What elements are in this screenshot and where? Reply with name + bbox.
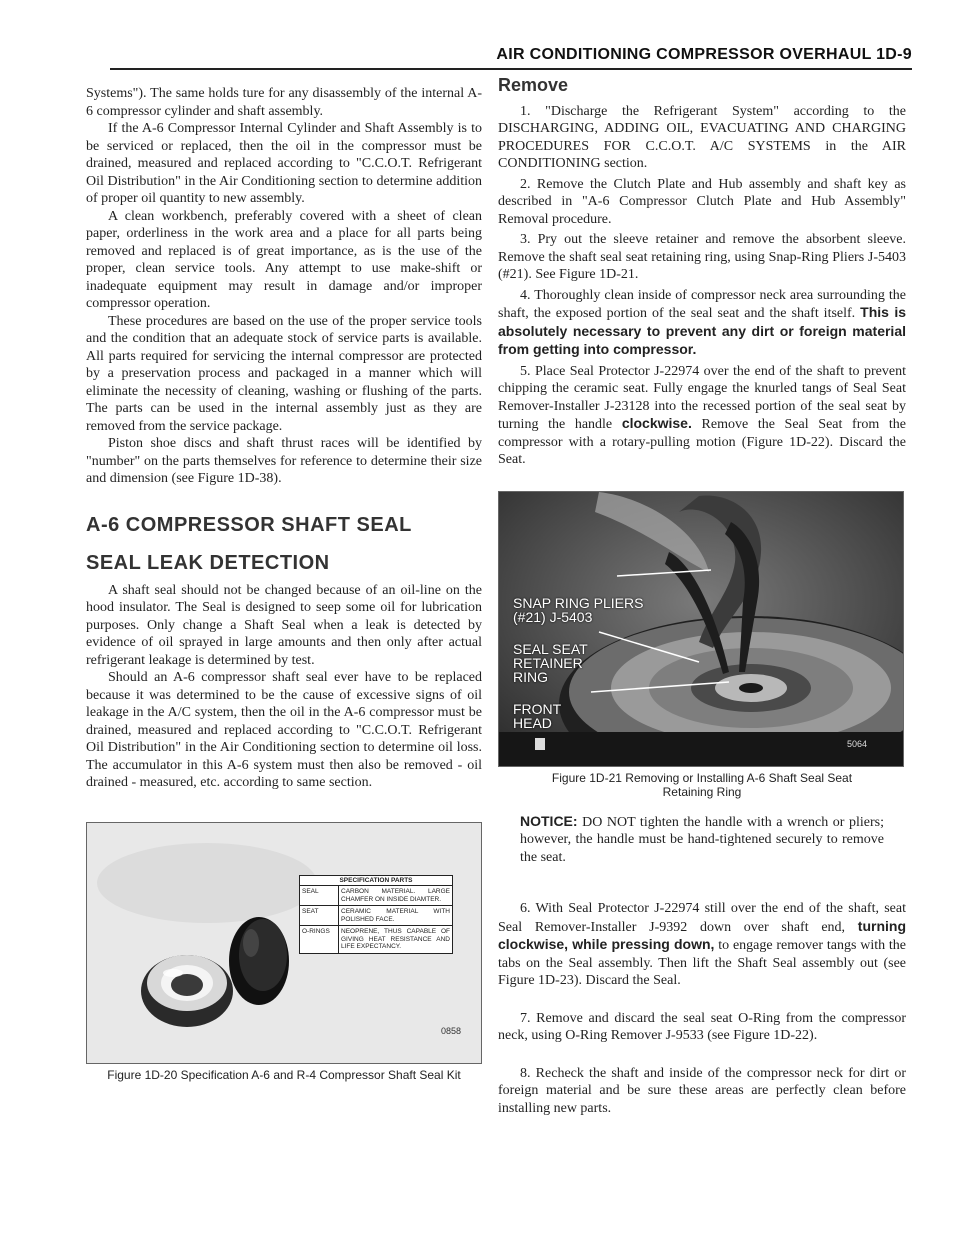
label-line: RETAINER [513,654,583,671]
step: 1. "Discharge the Refrigerant System" according to the DISCHARGING, ADDING OIL, EVACUATING AND CHARGING PROCEDURES FOR C.C.O.T. A/C SYSTEMS in the AIR CONDITIONING section. [498,103,906,171]
paragraph: A shaft seal should not be changed because of an oil-line on the hood insulator. The Seal is designed to seep some oil for lubrication purposes. Only change a Shaft Seal when a leak is detected by evidence of oil sprayed in large amounts and then only after actual refrigerant leakage is determined by test. [86,582,482,668]
step: 2. Remove the Clutch Plate and Hub assembly and shaft key as described in "A-6 Compressor Clutch Plate and Hub Assembly" Removal procedure. [498,176,906,227]
caption-line: Figure 1D-21 Removing or Installing A-6 Shaft Seal Seat [551,770,853,785]
paragraph: Piston shoe discs and shaft thrust races will be identified by "number" on the parts themselves for reference to determine their size and dimension (see Figure 1D-38). [86,436,482,486]
label-snap-ring-pliers [513,596,643,624]
emphasis-text: clockwise. [621,415,692,431]
emphasis-text: This is absolutely necessary to prevent any dirt or foreign material from getting into compressor. [498,304,906,357]
step: 8. Recheck the shaft and inside of the compressor neck for dirt or foreign material and be sure these areas are perfectly clean before installing new parts. [498,1065,906,1116]
figure-seal-kit [86,822,482,1064]
table-title: SPECIFICATION PARTS [300,876,452,887]
label-front-head [513,702,561,730]
emphasis-text: turning clockwise, while pressing down, [498,917,907,952]
row-label: SEAT [300,906,339,925]
step-text: to engage remover tangs with the tabs on the Seal assembly. Then lift the Shaft Seal assembly out (see Figure 1D-23). Discard the Seal. [498,938,907,988]
left-column [86,85,482,1082]
step-text: 6. With Seal Protector J-22974 still over the end of the shaft, seat Seal Remover-Installer J-9392 down over shaft end, [498,901,906,935]
row-label: O-RINGS [300,926,339,953]
page-header [90,44,912,68]
subsection-heading: SEAL LEAK DETECTION [86,551,330,574]
paragraph: These procedures are based on the use of the proper service tools and the condition that an adequate stock of service parts is available. All parts required for servicing the internal compressor are protected by a preservation process and packaged in a manner which will eliminate the necessity of cleaning, washing or flushing of the parts. The parts can be used in the internal assembly just as they are removed from the service package. [86,313,482,434]
figure-number: 0858 [440,1026,461,1036]
paragraph: A clean workbench, preferably covered with a sheet of clean paper, orderliness in the work area and a place for all parts being removed and replaced is of great importance, as is the use of the proper, clean service tools. Any attempt to use make-shift or inadequate equipment may result in damage and/or improper compressor operation. [86,208,482,311]
table-row [300,886,452,906]
step [498,287,906,360]
notice [520,813,884,867]
row-description: NEOPRENE, THUS CAPABLE OF GIVING HEAT RESISTANCE AND LIFE EXPECTANCY. [341,928,450,950]
figure-number: 5064 [846,739,867,749]
step [498,900,906,990]
label-line: (#21) J-5403 [513,608,593,625]
label-line: SEAL SEAT [513,640,588,657]
label-line: SNAP RING PLIERS [513,594,644,611]
label-line: RING [513,668,548,685]
row-description: CARBON MATERIAL. LARGE CHAMFER ON INSIDE DIAMTER. [341,888,450,903]
section-heading: Remove [498,75,569,95]
section-heading: A-6 COMPRESSOR SHAFT SEAL [86,513,412,536]
table-row [300,926,452,953]
row-label: SEAL [300,886,339,905]
right-column [498,75,907,1117]
figure-caption [498,771,906,799]
notice-text: DO NOT tighten the handle with a wrench or pliers; however, the handle must be hand-tightened securely to remove the seat. [520,814,884,865]
step-text: 4. Thoroughly clean inside of compressor neck area surrounding the shaft, the exposed portion of the seal seat and the shaft itself. [498,287,906,321]
figure-caption: Figure 1D-20 Specification A-6 and R-4 Compressor Shaft Seal Kit [107,1067,461,1082]
table-row [300,906,452,926]
label-line: FRONT [513,700,562,717]
label-seal-seat-retainer-ring [513,642,588,684]
paragraph: Systems"). The same holds ture for any disassembly of the internal A-6 compressor cylinder and shaft assembly. [86,86,482,119]
notice-label: NOTICE: [520,812,578,829]
paragraph: Should an A-6 compressor shaft seal ever have to be replaced because it was determined to be the cause of excessive signs of oil leakage in the A/C system, then the oil in the A-6 compressor must be drained, measured and replaced according to "C.C.O.T. Refrigerant Oil Distribution" in the Air Conditioning section to determine oil loss. The accumulator in this A-6 system must then also be removed - oil drained - measured, etc. according to same section. [86,670,482,790]
figure-snap-ring [498,491,904,767]
step [498,363,906,469]
page-title: AIR CONDITIONING COMPRESSOR OVERHAUL 1D-9 [496,46,912,63]
step-text: Remove the Seal Seat from the compressor with a rotary-pulling motion (Figure 1D-22). Discard the Seat. [498,417,907,467]
specification-table [299,875,453,954]
label-line: HEAD [513,714,552,731]
paragraph: If the A-6 Compressor Internal Cylinder and Shaft Assembly is to be serviced or replaced, then the oil in the compressor must be drained, measured and replaced according to "C.C.O.T. Refrigerant Oil Distribution" in the Air Conditioning section to determine addition of proper oil quantity to new assembly. [86,121,482,206]
header-rule [110,68,912,70]
caption-line: Retaining Ring [662,784,742,799]
row-description: CERAMIC MATERIAL WITH POLISHED FACE. [341,908,450,923]
step: 7. Remove and discard the seal seat O-Ring from the compressor neck, using O-Ring Remover J-9533 (see Figure 1D-22). [498,1010,906,1043]
step: 3. Pry out the sleeve retainer and remove the absorbent sleeve. Remove the shaft seal seat retaining ring, using Snap-Ring Pliers J-5403 (#21). See Figure 1D-21. [498,232,906,282]
step-text: 5. Place Seal Protector J-22974 over the end of the shaft to prevent chipping the ceramic seat. Fully engage the knurled tangs of Seal Seat Remover-Installer J-23128 into the recessed portion of the seal seat by turning the handle [498,363,906,432]
